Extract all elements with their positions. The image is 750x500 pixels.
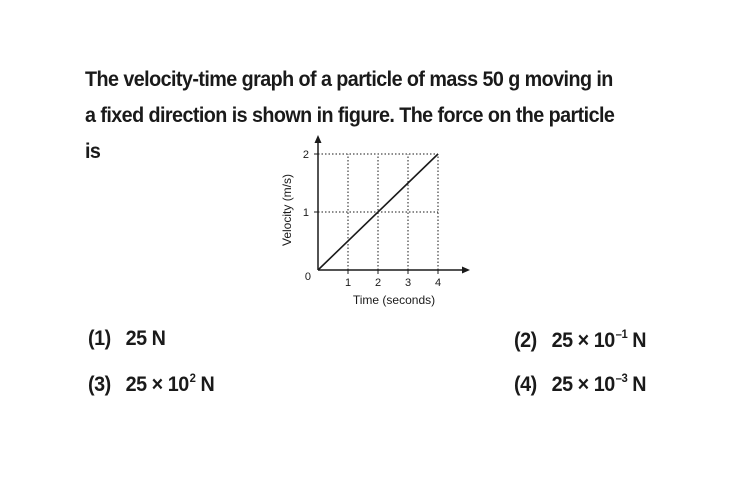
option-text: 25 × 10 <box>551 329 615 352</box>
x-tick-label: 3 <box>404 277 412 289</box>
option-2[interactable] <box>514 327 646 353</box>
y-tick-label: 2 <box>302 149 309 161</box>
y-tick-label: 1 <box>302 207 309 219</box>
option-number: (1) <box>88 327 111 350</box>
question-line: is <box>85 140 101 163</box>
y-axis-arrow <box>315 135 322 143</box>
option-text: 25 N <box>125 327 166 350</box>
option-number: (4) <box>514 373 537 396</box>
option-exponent: –3 <box>615 371 628 385</box>
option-3[interactable] <box>88 371 214 397</box>
question-line: a fixed direction is shown in figure. The force on the particle <box>85 104 615 127</box>
x-tick-label: 2 <box>374 277 382 289</box>
x-axis-arrow <box>462 267 470 274</box>
option-text: 25 × 10 <box>551 373 615 396</box>
x-axis-label: Time (seconds) <box>352 293 436 307</box>
origin-label: 0 <box>304 271 311 283</box>
y-axis-label: Velocity (m/s) <box>280 173 294 247</box>
x-tick-label: 4 <box>434 277 442 289</box>
option-exponent: –1 <box>615 327 628 341</box>
option-1[interactable] <box>88 327 165 351</box>
question-line: The velocity-time graph of a particle of mass 50 g moving in <box>85 68 613 91</box>
option-unit: N <box>195 373 215 396</box>
option-number: (2) <box>514 329 537 352</box>
velocity-time-graph <box>270 130 490 315</box>
option-unit: N <box>627 373 647 396</box>
option-text: 25 × 10 <box>125 373 189 396</box>
x-tick-label: 1 <box>344 277 352 289</box>
option-exponent: 2 <box>189 371 196 385</box>
option-number: (3) <box>88 373 111 396</box>
option-unit: N <box>627 329 647 352</box>
option-4[interactable] <box>514 371 646 397</box>
